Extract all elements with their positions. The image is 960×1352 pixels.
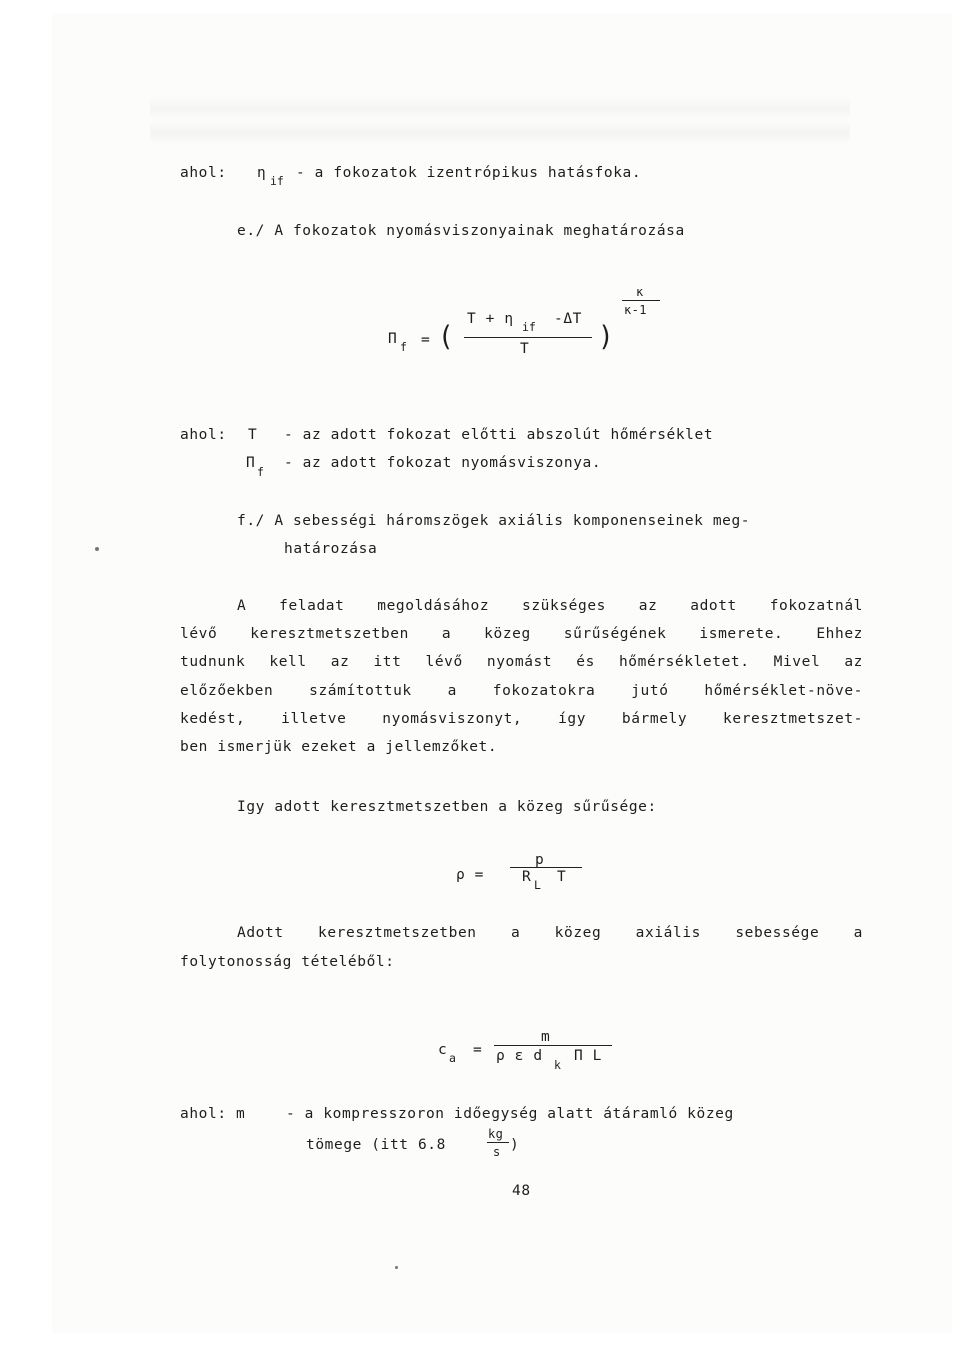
exponent-denominator: κ-1 — [624, 303, 647, 317]
def-m-text: - a kompresszoron időegység alatt átáramló közeg — [286, 1106, 734, 1122]
rho-lhs: ρ = — [456, 867, 484, 883]
rho-denominator-t: T — [557, 869, 567, 885]
ca-lhs: c — [438, 1042, 448, 1058]
def-pi-subscript: f — [257, 465, 264, 479]
def-m-text2: tömege (itt 6.8 — [306, 1137, 446, 1153]
pi-lhs-subscript: f — [400, 340, 407, 354]
pi-numerator-subscript: if — [522, 320, 536, 334]
pi-denominator: T — [520, 341, 530, 357]
open-paren: ( — [438, 321, 454, 353]
rho-denominator-r: R — [522, 869, 532, 885]
para3-line-2: folytonosság tételéből: — [180, 954, 395, 970]
bleed-through-shadow — [150, 96, 850, 156]
unit-numerator: kg — [488, 1127, 504, 1141]
rho-fraction-bar — [510, 867, 582, 868]
unit-close-paren: ) — [510, 1137, 520, 1153]
exponent-bar — [622, 300, 660, 301]
pi-numerator-a: T + η — [467, 311, 514, 327]
ca-denominator-b: Π L — [574, 1048, 602, 1064]
unit-fraction-bar — [487, 1142, 509, 1143]
para1-line-6: ben ismerjük ezeket a jellemzőket. — [180, 739, 498, 755]
pi-numerator-b: -ΔT — [554, 311, 582, 327]
para1-line-2: lévő keresztmetszetben a közeg sűrűségének ismerete. Ehhez — [180, 626, 863, 642]
eta-symbol: η — [257, 165, 267, 181]
pi-fraction-bar — [464, 337, 592, 338]
def-t-lead: ahol: — [180, 427, 227, 443]
para2: Igy adott keresztmetszetben a közeg sűrűsége: — [237, 799, 657, 815]
pi-equals: = — [421, 332, 431, 348]
pi-lhs: Π — [388, 331, 398, 347]
def-pi-symbol: Π — [246, 455, 256, 471]
speck-mark — [395, 1266, 398, 1269]
close-paren: ) — [598, 321, 614, 353]
para3-line-1: Adott keresztmetszetben a közeg axiális sebessége a — [237, 925, 863, 941]
ca-denominator-a: ρ ε d — [496, 1048, 543, 1064]
line1-text: - a fokozatok izentrópikus hatásfoka. — [296, 165, 642, 181]
para1-line-5: kedést, illetve nyomásviszonyt, így bármely keresztmetszet- — [180, 711, 863, 727]
para1-line-1: A feladat megoldásához szükséges az adott fokozatnál — [237, 598, 863, 614]
eta-subscript: if — [270, 174, 284, 188]
rho-denominator-subscript: L — [534, 878, 541, 892]
para1-line-4: előzőekben számítottuk a fokozatokra jutó hőmérséklet-növe- — [180, 683, 863, 699]
ca-equals: = — [473, 1042, 483, 1058]
def-pi-text: - az adott fokozat nyomásviszonya. — [284, 455, 602, 471]
line1-lead: ahol: — [180, 165, 227, 181]
rho-numerator: p — [535, 852, 545, 868]
margin-mark — [95, 547, 99, 551]
def-t-symbol: T — [248, 427, 258, 443]
section-f-heading-line2: határozása — [284, 541, 378, 557]
ca-fraction-bar — [494, 1045, 612, 1046]
ca-denominator-subscript: k — [554, 1058, 561, 1072]
def-t-text: - az adott fokozat előtti abszolút hőmérséklet — [284, 427, 714, 443]
unit-denominator: s — [493, 1145, 501, 1159]
para1-line-3: tudnunk kell az itt lévő nyomást és hőmérsékletet. Mivel az — [180, 654, 863, 670]
section-e-heading: e./ A fokozatok nyomásviszonyainak meghatározása — [237, 223, 685, 239]
ca-lhs-subscript: a — [449, 1051, 456, 1065]
section-f-heading-line1: f./ A sebességi háromszögek axiális komponenseinek meg- — [237, 513, 751, 529]
page-number: 48 — [512, 1183, 531, 1199]
ca-numerator: m — [541, 1029, 551, 1045]
exponent-numerator: κ — [636, 285, 644, 299]
def-m-lead: ahol: m — [180, 1106, 246, 1122]
